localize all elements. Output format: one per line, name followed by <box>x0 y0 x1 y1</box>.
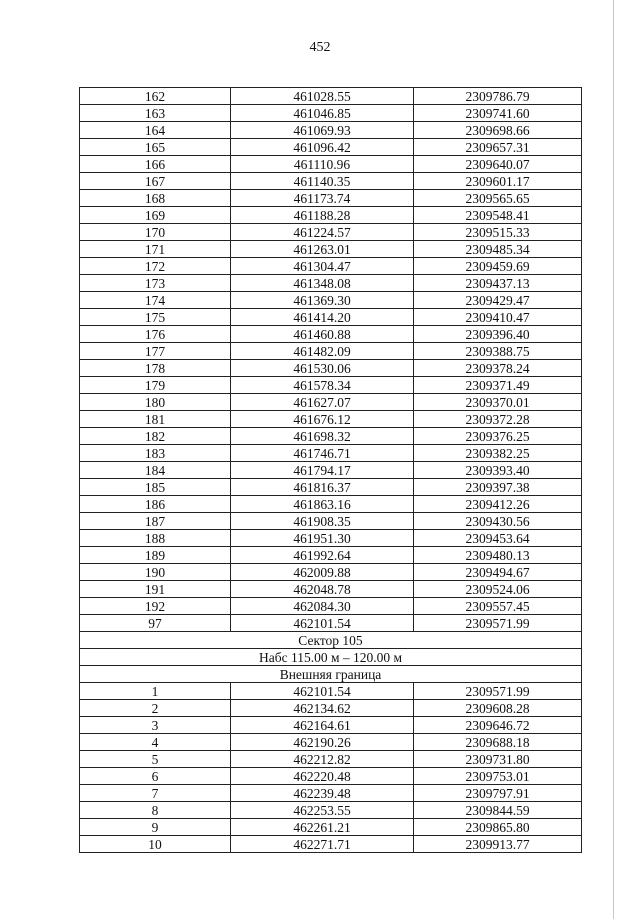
x-coordinate-cell: 462009.88 <box>231 564 414 581</box>
y-coordinate-cell: 2309410.47 <box>414 309 582 326</box>
x-coordinate-cell: 461028.55 <box>231 88 414 105</box>
y-coordinate-cell: 2309913.77 <box>414 836 582 853</box>
point-number-cell: 186 <box>80 496 231 513</box>
table-row <box>80 309 582 326</box>
x-coordinate-cell: 462220.48 <box>231 768 414 785</box>
y-coordinate-cell: 2309480.13 <box>414 547 582 564</box>
x-coordinate-cell: 462239.48 <box>231 785 414 802</box>
point-number-cell: 1 <box>80 683 231 700</box>
point-number-cell: 5 <box>80 751 231 768</box>
x-coordinate-cell: 461698.32 <box>231 428 414 445</box>
table-row <box>80 139 582 156</box>
x-coordinate-cell: 461348.08 <box>231 275 414 292</box>
point-number-cell: 187 <box>80 513 231 530</box>
table-row <box>80 377 582 394</box>
boundary-title: Внешняя граница <box>80 666 582 683</box>
y-coordinate-cell: 2309430.56 <box>414 513 582 530</box>
table-row <box>80 819 582 836</box>
point-number-cell: 178 <box>80 360 231 377</box>
x-coordinate-cell: 461460.88 <box>231 326 414 343</box>
coordinates-table-bottom-rows <box>80 683 582 853</box>
y-coordinate-cell: 2309844.59 <box>414 802 582 819</box>
table-row <box>80 292 582 309</box>
point-number-cell: 8 <box>80 802 231 819</box>
x-coordinate-cell: 461863.16 <box>231 496 414 513</box>
table-row <box>80 615 582 632</box>
y-coordinate-cell: 2309741.60 <box>414 105 582 122</box>
y-coordinate-cell: 2309459.69 <box>414 258 582 275</box>
x-coordinate-cell: 462261.21 <box>231 819 414 836</box>
point-number-cell: 168 <box>80 190 231 207</box>
y-coordinate-cell: 2309557.45 <box>414 598 582 615</box>
y-coordinate-cell: 2309646.72 <box>414 717 582 734</box>
x-coordinate-cell: 462134.62 <box>231 700 414 717</box>
point-number-cell: 9 <box>80 819 231 836</box>
point-number-cell: 182 <box>80 428 231 445</box>
x-coordinate-cell: 461096.42 <box>231 139 414 156</box>
x-coordinate-cell: 461369.30 <box>231 292 414 309</box>
point-number-cell: 3 <box>80 717 231 734</box>
table-row <box>80 751 582 768</box>
page-number: 452 <box>309 40 331 55</box>
table-row <box>80 241 582 258</box>
x-coordinate-cell: 461627.07 <box>231 394 414 411</box>
y-coordinate-cell: 2309372.28 <box>414 411 582 428</box>
point-number-cell: 184 <box>80 462 231 479</box>
y-coordinate-cell: 2309485.34 <box>414 241 582 258</box>
boundary-title-row <box>80 666 582 683</box>
x-coordinate-cell: 461110.96 <box>231 156 414 173</box>
x-coordinate-cell: 461530.06 <box>231 360 414 377</box>
x-coordinate-cell: 461676.12 <box>231 411 414 428</box>
x-coordinate-cell: 461908.35 <box>231 513 414 530</box>
table-row <box>80 343 582 360</box>
x-coordinate-cell: 462084.30 <box>231 598 414 615</box>
x-coordinate-cell: 462253.55 <box>231 802 414 819</box>
table-row <box>80 496 582 513</box>
table-row <box>80 105 582 122</box>
y-coordinate-cell: 2309396.40 <box>414 326 582 343</box>
y-coordinate-cell: 2309571.99 <box>414 683 582 700</box>
point-number-cell: 191 <box>80 581 231 598</box>
point-number-cell: 163 <box>80 105 231 122</box>
table-row <box>80 156 582 173</box>
point-number-cell: 188 <box>80 530 231 547</box>
x-coordinate-cell: 461263.01 <box>231 241 414 258</box>
y-coordinate-cell: 2309378.24 <box>414 360 582 377</box>
point-number-cell: 192 <box>80 598 231 615</box>
x-coordinate-cell: 461140.35 <box>231 173 414 190</box>
table-row <box>80 683 582 700</box>
point-number-cell: 176 <box>80 326 231 343</box>
y-coordinate-cell: 2309571.99 <box>414 615 582 632</box>
x-coordinate-cell: 461173.74 <box>231 190 414 207</box>
x-coordinate-cell: 462212.82 <box>231 751 414 768</box>
table-row <box>80 785 582 802</box>
point-number-cell: 165 <box>80 139 231 156</box>
y-coordinate-cell: 2309371.49 <box>414 377 582 394</box>
point-number-cell: 7 <box>80 785 231 802</box>
x-coordinate-cell: 461794.17 <box>231 462 414 479</box>
x-coordinate-cell: 462271.71 <box>231 836 414 853</box>
y-coordinate-cell: 2309753.01 <box>414 768 582 785</box>
coordinates-table-top-rows <box>80 88 582 632</box>
x-coordinate-cell: 462190.26 <box>231 734 414 751</box>
point-number-cell: 174 <box>80 292 231 309</box>
y-coordinate-cell: 2309453.64 <box>414 530 582 547</box>
table-row <box>80 360 582 377</box>
table-row <box>80 462 582 479</box>
x-coordinate-cell: 462164.61 <box>231 717 414 734</box>
point-number-cell: 171 <box>80 241 231 258</box>
table-row <box>80 564 582 581</box>
y-coordinate-cell: 2309397.38 <box>414 479 582 496</box>
table-row <box>80 207 582 224</box>
point-number-cell: 166 <box>80 156 231 173</box>
sector-height-row <box>80 649 582 666</box>
y-coordinate-cell: 2309412.26 <box>414 496 582 513</box>
point-number-cell: 6 <box>80 768 231 785</box>
table-row <box>80 275 582 292</box>
table-row <box>80 479 582 496</box>
y-coordinate-cell: 2309797.91 <box>414 785 582 802</box>
y-coordinate-cell: 2309608.28 <box>414 700 582 717</box>
point-number-cell: 162 <box>80 88 231 105</box>
y-coordinate-cell: 2309524.06 <box>414 581 582 598</box>
x-coordinate-cell: 461816.37 <box>231 479 414 496</box>
sector-header <box>80 632 582 683</box>
table-row <box>80 836 582 853</box>
x-coordinate-cell: 462048.78 <box>231 581 414 598</box>
y-coordinate-cell: 2309429.47 <box>414 292 582 309</box>
x-coordinate-cell: 461069.93 <box>231 122 414 139</box>
point-number-cell: 190 <box>80 564 231 581</box>
sector-title-row <box>80 632 582 649</box>
point-number-cell: 4 <box>80 734 231 751</box>
table-row <box>80 547 582 564</box>
point-number-cell: 97 <box>80 615 231 632</box>
y-coordinate-cell: 2309640.07 <box>414 156 582 173</box>
table-row <box>80 122 582 139</box>
point-number-cell: 2 <box>80 700 231 717</box>
sector-title: Сектор 105 <box>80 632 582 649</box>
point-number-cell: 189 <box>80 547 231 564</box>
table-row <box>80 700 582 717</box>
y-coordinate-cell: 2309698.66 <box>414 122 582 139</box>
x-coordinate-cell: 461304.47 <box>231 258 414 275</box>
x-coordinate-cell: 461992.64 <box>231 547 414 564</box>
table-row <box>80 734 582 751</box>
point-number-cell: 167 <box>80 173 231 190</box>
point-number-cell: 177 <box>80 343 231 360</box>
coordinates-table <box>79 87 582 853</box>
table-row <box>80 224 582 241</box>
table-row <box>80 258 582 275</box>
table-row <box>80 717 582 734</box>
y-coordinate-cell: 2309388.75 <box>414 343 582 360</box>
x-coordinate-cell: 461746.71 <box>231 445 414 462</box>
table-row <box>80 768 582 785</box>
point-number-cell: 183 <box>80 445 231 462</box>
point-number-cell: 180 <box>80 394 231 411</box>
table-row <box>80 581 582 598</box>
table-row <box>80 326 582 343</box>
table-row <box>80 513 582 530</box>
y-coordinate-cell: 2309688.18 <box>414 734 582 751</box>
x-coordinate-cell: 461951.30 <box>231 530 414 547</box>
y-coordinate-cell: 2309548.41 <box>414 207 582 224</box>
x-coordinate-cell: 461482.09 <box>231 343 414 360</box>
y-coordinate-cell: 2309437.13 <box>414 275 582 292</box>
y-coordinate-cell: 2309494.67 <box>414 564 582 581</box>
y-coordinate-cell: 2309370.01 <box>414 394 582 411</box>
y-coordinate-cell: 2309657.31 <box>414 139 582 156</box>
table-row <box>80 428 582 445</box>
table-row <box>80 173 582 190</box>
table-row <box>80 190 582 207</box>
table-row <box>80 530 582 547</box>
y-coordinate-cell: 2309786.79 <box>414 88 582 105</box>
x-coordinate-cell: 462101.54 <box>231 615 414 632</box>
point-number-cell: 170 <box>80 224 231 241</box>
y-coordinate-cell: 2309376.25 <box>414 428 582 445</box>
x-coordinate-cell: 461414.20 <box>231 309 414 326</box>
point-number-cell: 10 <box>80 836 231 853</box>
sector-height: Набс 115.00 м – 120.00 м <box>80 649 582 666</box>
y-coordinate-cell: 2309865.80 <box>414 819 582 836</box>
point-number-cell: 185 <box>80 479 231 496</box>
y-coordinate-cell: 2309731.80 <box>414 751 582 768</box>
y-coordinate-cell: 2309382.25 <box>414 445 582 462</box>
y-coordinate-cell: 2309565.65 <box>414 190 582 207</box>
y-coordinate-cell: 2309601.17 <box>414 173 582 190</box>
point-number-cell: 172 <box>80 258 231 275</box>
table-row <box>80 445 582 462</box>
table-row <box>80 394 582 411</box>
x-coordinate-cell: 461578.34 <box>231 377 414 394</box>
table-row <box>80 802 582 819</box>
table-row <box>80 598 582 615</box>
table-row <box>80 411 582 428</box>
point-number-cell: 164 <box>80 122 231 139</box>
y-coordinate-cell: 2309515.33 <box>414 224 582 241</box>
point-number-cell: 181 <box>80 411 231 428</box>
point-number-cell: 175 <box>80 309 231 326</box>
scan-edge-line <box>613 0 614 919</box>
table-row <box>80 88 582 105</box>
x-coordinate-cell: 461224.57 <box>231 224 414 241</box>
x-coordinate-cell: 461188.28 <box>231 207 414 224</box>
x-coordinate-cell: 462101.54 <box>231 683 414 700</box>
y-coordinate-cell: 2309393.40 <box>414 462 582 479</box>
x-coordinate-cell: 461046.85 <box>231 105 414 122</box>
point-number-cell: 169 <box>80 207 231 224</box>
point-number-cell: 179 <box>80 377 231 394</box>
point-number-cell: 173 <box>80 275 231 292</box>
